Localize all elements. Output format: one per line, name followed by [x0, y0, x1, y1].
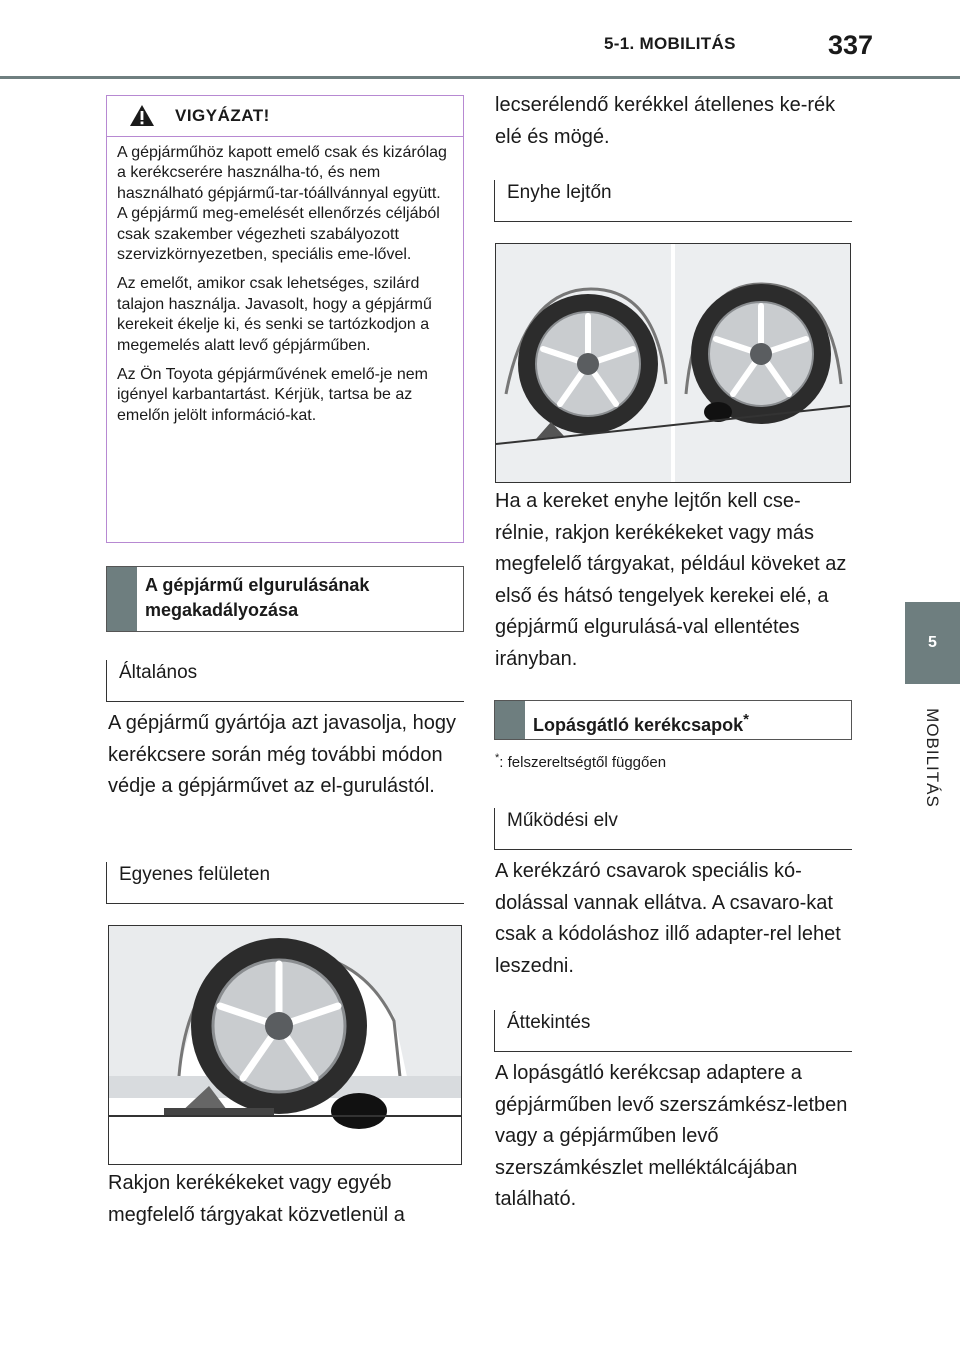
section-header-bar: [495, 701, 525, 739]
running-header-section: 5-1. MOBILITÁS: [604, 34, 736, 53]
paragraph-flat-surface-continued: lecserélendő kerékkel átellenes ke-rék elé és mögé.: [495, 94, 836, 148]
chapter-tab-number: 5: [905, 602, 960, 684]
footnote: [495, 752, 666, 771]
warning-paragraph: A gépjárműhöz kapott emelő csak és kizárólag a kerékcserére használha-tó, és nem használható gépjármű-tar-tóállvánnyal együtt. A gépjármű meg-emelését ellenőrzés céljából csak szakember végezheti szabályozott szervizkörnyezetben, speciális eme-lővel.: [117, 144, 447, 264]
section-header-rolling: [106, 566, 464, 632]
illustration-wheel-chocked-flat: [108, 925, 462, 1165]
section-title-antitheft: [533, 707, 749, 738]
page-number: 337: [828, 30, 874, 60]
asterisk-mark: *: [743, 711, 749, 728]
section-title: A gépjármű elgurulásának megakadályozása: [145, 575, 370, 620]
warning-paragraph: Az emelőt, amikor csak lehetséges, szilárd talajon használja. Javasolt, hogy a gépjármű kerekeit ékelje ki, és senki se tartózkodjon a megemelés alatt levő gépjárműben.: [117, 275, 432, 354]
footnote-text: : felszereltségtől függően: [499, 754, 667, 771]
warning-box: [106, 95, 464, 543]
subheading-operating-principle: Működési elv: [494, 808, 852, 850]
warning-header: [107, 96, 463, 137]
section-title-text: Lopásgátló kerékcsapok: [533, 715, 744, 735]
subheading-overview: Áttekintés: [494, 1010, 852, 1052]
car-wheel-image: [109, 926, 461, 1164]
subheading-flat-surface: Egyenes felületen: [106, 862, 464, 904]
warning-title: VIGYÁZAT!: [175, 106, 270, 125]
paragraph-operating-principle: A kerékzáró csavarok speciális kó-dolással vannak ellátva. A csavaro-kat csak a kódoláshoz illő adapter-rel lehet leszedni.: [495, 860, 841, 977]
warning-paragraph: Az Ön Toyota gépjárművének emelő-je nem igényel karbantartást. Kérjük, tartsa be az emelőn jelölt információ-kat.: [117, 366, 428, 424]
footnote-mark: *: [495, 752, 500, 764]
chapter-tab-label: [905, 688, 960, 828]
paragraph-slope: Ha a kereket enyhe lejtőn kell cse-rélnie, rakjon kerékékeket vagy más megfelelő tárgyakat, például köveket az első és hátsó tengelyek kerekei elé, a gépjármű elgurulásá-val ellentétes irányban.: [495, 490, 847, 670]
subheading-slight-slope: Enyhe lejtőn: [494, 180, 852, 222]
header-rule: [0, 76, 960, 79]
subheading-general: Általános: [106, 660, 464, 702]
warning-triangle-icon: [129, 104, 155, 127]
warning-body: [107, 137, 463, 426]
paragraph-flat-surface: Rakjon kerékékeket vagy egyéb megfelelő tárgyakat közvetlenül a: [108, 1172, 405, 1226]
section-header-bar: [107, 567, 137, 631]
section-header-antitheft: [494, 700, 852, 740]
paragraph-general: A gépjármű gyártója azt javasolja, hogy kerékcsere során még további módon védje a gépjárművet az el-gurulástól.: [108, 712, 456, 797]
paragraph-overview: A lopásgátló kerékcsap adaptere a gépjárműben levő szerszámkész-letben vagy a gépjárműben levő szerszámkészlet melléktálcájában található.: [495, 1062, 848, 1210]
illustration-wheels-chocked-slope: [495, 243, 851, 483]
slope-wheels-image: [496, 244, 850, 482]
chapter-tab-label-text: MOBILITÁS: [923, 708, 942, 808]
